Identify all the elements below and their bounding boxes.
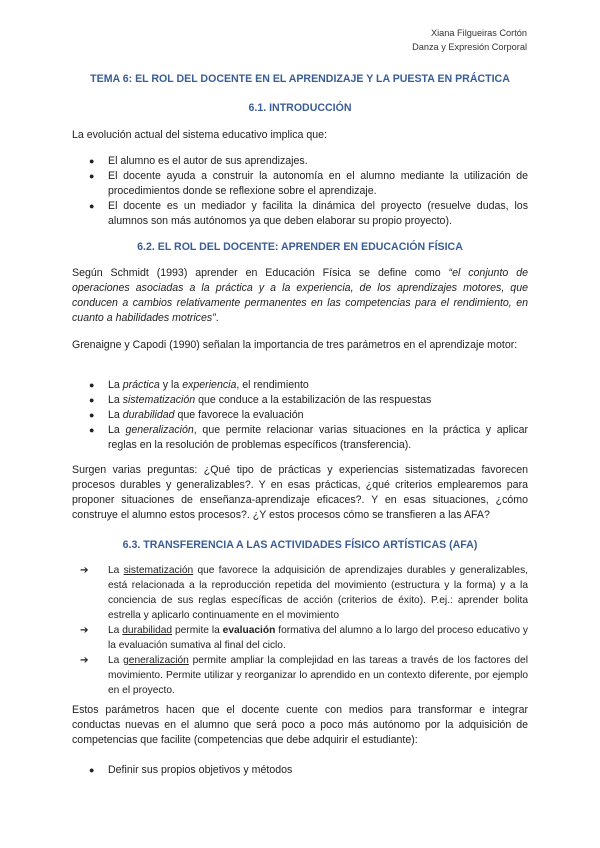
grenaigne-paragraph: Grenaigne y Capodi (1990) señalan la importancia de tres parámetros en el aprendizaje motor:: [72, 339, 518, 351]
list-item: ➔ La sistematización que favorece la adquisición de aprendizajes durables y generalizables, está relacionada a la reproducción repetida del movimiento (estructura y la forma) y a la conciencia de sus reglas específicas de acción (criterios de éxito). P.ej.: aprender bolita estrella y aplicarlo continuamente en el movimiento: [80, 565, 528, 621]
bullet-icon: ●: [89, 395, 95, 405]
list-item: ● La generalización, que permite relacionar varias situaciones en la práctica y aplicar reglas en la resolución de problemas específicos (transferencia).: [89, 424, 528, 451]
arrow-right-icon: ➔: [80, 655, 89, 666]
bullet-icon: ●: [89, 425, 95, 435]
bullet-icon: ●: [89, 410, 95, 420]
bullet-icon: ●: [89, 201, 95, 211]
list-item: ➔ La durabilidad permite la evaluación formativa del alumno a lo largo del proceso educativo y la evaluación sumativa al final del ciclo.: [80, 625, 528, 651]
schmidt-paragraph: Según Schmidt (1993) aprender en Educación Física se define como “el conjunto de operaciones asociadas a la práctica y a la experiencia, de los aprendizajes motores, que conducen a cambios relativamente permanentes en las competencias para el rendimiento, en cuanto a habilidades motrices”.: [72, 267, 528, 324]
list-item: ● El docente es un mediador y facilita la dinámica del proyecto (resuelve dudas, los alumnos son más autónomos ya que deben elaborar su propio proyecto).: [89, 200, 528, 227]
bullet-icon: ●: [89, 156, 95, 166]
bullet-icon: ●: [89, 380, 95, 390]
questions-paragraph: Surgen varias preguntas: ¿Qué tipo de prácticas y experiencias sistematizadas favorecen procesos durables y generalizables?. Y en esas prácticas, ¿qué criterios emplearemos para proponer situaciones de enseñanza-aprendizaje eficaces?. Y en esas situaciones, ¿cómo construye el alumno estos procesos?. ¿Y estos procesos cómo se transfieren a las AFA?: [72, 464, 528, 521]
intro-paragraph: La evolución actual del sistema educativo implica que:: [72, 129, 327, 141]
intro-list: [72, 154, 528, 229]
bullet-icon: ●: [89, 171, 95, 181]
arrow-right-icon: ➔: [80, 565, 89, 576]
list-item: ● La sistematización que conduce a la estabilización de las respuestas: [89, 394, 432, 406]
list-item: ➔ La generalización permite ampliar la complejidad en las tareas a través de los factores del movimiento. Permite utilizar y reorganizar lo aprendido en un contexto diferente, por ejemplo en el proyecto.: [80, 655, 528, 696]
list-item: ● El alumno es el autor de sus aprendizajes.: [89, 155, 308, 167]
competencias-list: [72, 763, 528, 778]
list-item: ● La práctica y la experiencia, el rendimiento: [89, 379, 309, 391]
parameters-paragraph: Estos parámetros hacen que el docente cuente con medios para transformar e integrar conductas nuevas en el alumno que será poco a poco más autónomo por la adquisición de competencias que facilite (competencias que debe adquirir el estudiante):: [72, 704, 528, 746]
list-item: ● La durabilidad que favorece la evaluación: [89, 409, 304, 421]
parameters-list: [72, 378, 528, 453]
header-subject: Danza y Expresión Corporal: [412, 42, 527, 52]
section-heading-introduccion: 6.1. INTRODUCCIÓN: [248, 102, 352, 114]
list-item: ● Definir sus propios objetivos y métodos: [89, 764, 293, 776]
list-item: ● El docente ayuda a construir la autonomía en el alumno mediante la utilización de procedimientos donde se reflexione sobre el aprendizaje.: [89, 170, 528, 197]
section-heading-rol-docente: 6.2. EL ROL DEL DOCENTE: APRENDER EN EDUCACIÓN FÍSICA: [137, 241, 463, 253]
arrow-right-icon: ➔: [80, 625, 89, 636]
page-header: [412, 26, 527, 54]
bullet-icon: ●: [89, 765, 95, 775]
header-author: Xiana Filgueiras Cortón: [430, 28, 527, 38]
afa-list: [72, 563, 528, 698]
document-title: TEMA 6: EL ROL DEL DOCENTE EN EL APRENDIZAJE Y LA PUESTA EN PRÁCTICA: [90, 73, 510, 85]
section-heading-transferencia: 6.3. TRANSFERENCIA A LAS ACTIVIDADES FÍSICO ARTÍSTICAS (AFA): [122, 539, 478, 551]
